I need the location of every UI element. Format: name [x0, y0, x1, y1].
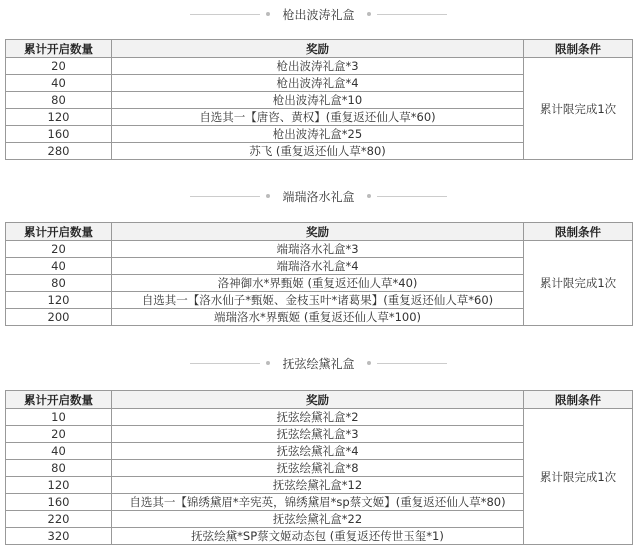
count-cell: 200: [6, 309, 112, 326]
header-count: 累计开启数量: [6, 40, 112, 58]
count-cell: 120: [6, 477, 112, 494]
reward-cell: 枪出波涛礼盒*4: [112, 75, 524, 92]
reward-cell: 自选其一【锦绣黛眉*辛宪英，锦绣黛眉*sp蔡文姬】(重复返还仙人草*80): [112, 494, 524, 511]
section-title-2: [0, 185, 637, 207]
count-cell: 20: [6, 58, 112, 75]
divider-dot: [266, 12, 270, 16]
reward-cell: 抚弦绘黛礼盒*12: [112, 477, 524, 494]
divider-line: [377, 196, 447, 197]
count-cell: 40: [6, 443, 112, 460]
count-cell: 280: [6, 143, 112, 160]
count-cell: 120: [6, 109, 112, 126]
section-title-1: [0, 3, 637, 25]
table-header-row: [6, 223, 633, 241]
reward-cell: 洛神御水*界甄姬 (重复返还仙人草*40): [112, 275, 524, 292]
reward-cell: 端瑞洛水礼盒*4: [112, 258, 524, 275]
count-cell: 80: [6, 460, 112, 477]
divider-dot: [367, 361, 371, 365]
section-title-3: [0, 352, 637, 374]
reward-cell: 枪出波涛礼盒*3: [112, 58, 524, 75]
table-header-row: [6, 40, 633, 58]
count-cell: 40: [6, 258, 112, 275]
reward-cell: 苏飞 (重复返还仙人草*80): [112, 143, 524, 160]
table-row: [6, 58, 633, 75]
divider-line: [377, 14, 447, 15]
header-limit: 限制条件: [524, 40, 633, 58]
reward-cell: 抚弦绘黛礼盒*2: [112, 409, 524, 426]
table-row: [6, 409, 633, 426]
count-cell: 10: [6, 409, 112, 426]
limit-cell: 累计限完成1次: [524, 241, 633, 326]
divider-dot: [266, 194, 270, 198]
count-cell: 20: [6, 241, 112, 258]
divider-dot: [367, 12, 371, 16]
count-cell: 320: [6, 528, 112, 545]
divider-dot: [367, 194, 371, 198]
header-limit: 限制条件: [524, 391, 633, 409]
divider-line: [190, 363, 260, 364]
reward-table-2: [5, 222, 633, 326]
count-cell: 160: [6, 126, 112, 143]
table-header-row: [6, 391, 633, 409]
reward-cell: 抚弦绘黛礼盒*3: [112, 426, 524, 443]
header-reward: 奖励: [112, 40, 524, 58]
count-cell: 80: [6, 275, 112, 292]
reward-cell: 枪出波涛礼盒*10: [112, 92, 524, 109]
count-cell: 80: [6, 92, 112, 109]
limit-cell: 累计限完成1次: [524, 409, 633, 545]
header-count: 累计开启数量: [6, 223, 112, 241]
count-cell: 40: [6, 75, 112, 92]
reward-cell: 抚弦绘黛礼盒*22: [112, 511, 524, 528]
divider-line: [190, 14, 260, 15]
section-heading: 抚弦绘黛礼盒: [282, 356, 355, 371]
count-cell: 20: [6, 426, 112, 443]
count-cell: 120: [6, 292, 112, 309]
reward-table-3: [5, 390, 633, 545]
reward-cell: 自选其一【唐咨、黄权】(重复返还仙人草*60): [112, 109, 524, 126]
header-reward: 奖励: [112, 223, 524, 241]
divider-dot: [266, 361, 270, 365]
section-heading: 枪出波涛礼盒: [282, 7, 355, 22]
reward-cell: 端瑞洛水*界甄姬 (重复返还仙人草*100): [112, 309, 524, 326]
divider-line: [377, 363, 447, 364]
header-limit: 限制条件: [524, 223, 633, 241]
reward-cell: 抚弦绘黛礼盒*4: [112, 443, 524, 460]
reward-table-1: [5, 39, 633, 160]
reward-cell: 枪出波涛礼盒*25: [112, 126, 524, 143]
reward-cell: 端瑞洛水礼盒*3: [112, 241, 524, 258]
reward-cell: 自选其一【洛水仙子*甄姬、金枝玉叶*诸葛果】(重复返还仙人草*60): [112, 292, 524, 309]
reward-cell: 抚弦绘黛*SP蔡文姬动态包 (重复返还传世玉玺*1): [112, 528, 524, 545]
divider-line: [190, 196, 260, 197]
limit-cell: 累计限完成1次: [524, 58, 633, 160]
count-cell: 160: [6, 494, 112, 511]
header-count: 累计开启数量: [6, 391, 112, 409]
header-reward: 奖励: [112, 391, 524, 409]
reward-cell: 抚弦绘黛礼盒*8: [112, 460, 524, 477]
count-cell: 220: [6, 511, 112, 528]
table-row: [6, 241, 633, 258]
section-heading: 端瑞洛水礼盒: [282, 189, 355, 204]
